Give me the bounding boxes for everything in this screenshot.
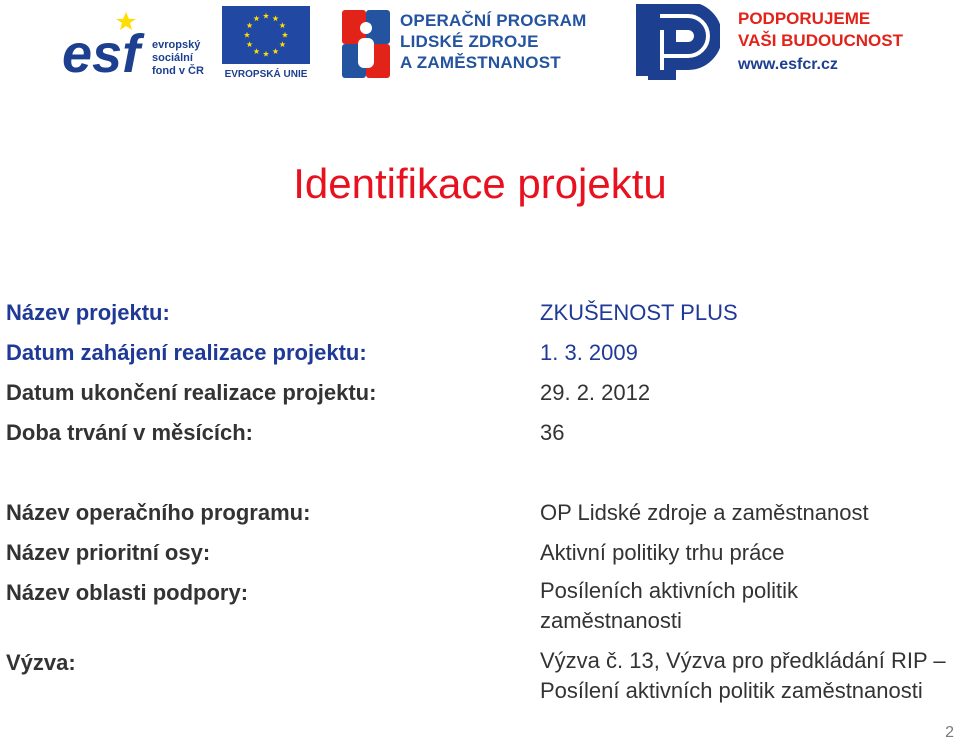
- label-support-area: Název oblasti podpory:: [6, 580, 249, 605]
- eu-flag-logo: [220, 4, 312, 80]
- page-number: 2: [945, 724, 954, 741]
- esf-logo: [60, 4, 212, 80]
- label-call: Výzva:: [6, 650, 76, 675]
- support-line1: PODPORUJEME: [738, 9, 871, 28]
- esf-logo-line1: evropský: [152, 39, 201, 51]
- eu-logo-caption: EVROPSKÁ UNIE: [224, 69, 308, 80]
- value-call: Výzva č. 13, Výzva pro předkládání RIP – Posílení aktivních politik zaměstnanosti: [540, 648, 946, 703]
- op-logo-line2: LIDSKÉ ZDROJE: [400, 32, 539, 51]
- esf-logo-line3: fond v ČR: [152, 65, 204, 77]
- value-start-date: 1. 3. 2009: [540, 340, 638, 365]
- value-priority-axis: Aktivní politiky trhu práce: [540, 540, 785, 565]
- p-logo: [630, 4, 720, 80]
- value-end-date: 29. 2. 2012: [540, 380, 651, 405]
- label-end-date: Datum ukončení realizace projektu:: [6, 380, 377, 405]
- value-program: OP Lidské zdroje a zaměstnanost: [540, 500, 869, 525]
- label-project-name: Název projektu:: [6, 300, 170, 325]
- esf-logo-line2: sociální: [152, 52, 193, 64]
- label-duration: Doba trvání v měsících:: [6, 420, 253, 445]
- support-slogan: [738, 8, 903, 78]
- support-line2: VAŠI BUDOUCNOST: [738, 31, 903, 50]
- value-duration: 36: [540, 420, 565, 445]
- support-url[interactable]: www.esfcr.cz: [738, 56, 838, 73]
- esf-logo-text: esf: [62, 24, 141, 80]
- label-priority-axis: Název prioritní osy:: [6, 540, 211, 565]
- value-project-name: ZKUŠENOST PLUS: [540, 300, 738, 325]
- op-logo-line3: A ZAMĚSTNANOST: [400, 53, 561, 72]
- op-logo-line1: OPERAČNÍ PROGRAM: [400, 11, 587, 30]
- puzzle-figure-icon: [340, 4, 396, 82]
- value-support-area: Posíleních aktivních politik zaměstnanosti: [540, 578, 799, 633]
- label-program: Název operačního programu:: [6, 500, 311, 525]
- op-lzz-logo: [340, 4, 610, 82]
- page-title: Identifikace projektu: [293, 160, 667, 207]
- label-start-date: Datum zahájení realizace projektu:: [6, 340, 367, 365]
